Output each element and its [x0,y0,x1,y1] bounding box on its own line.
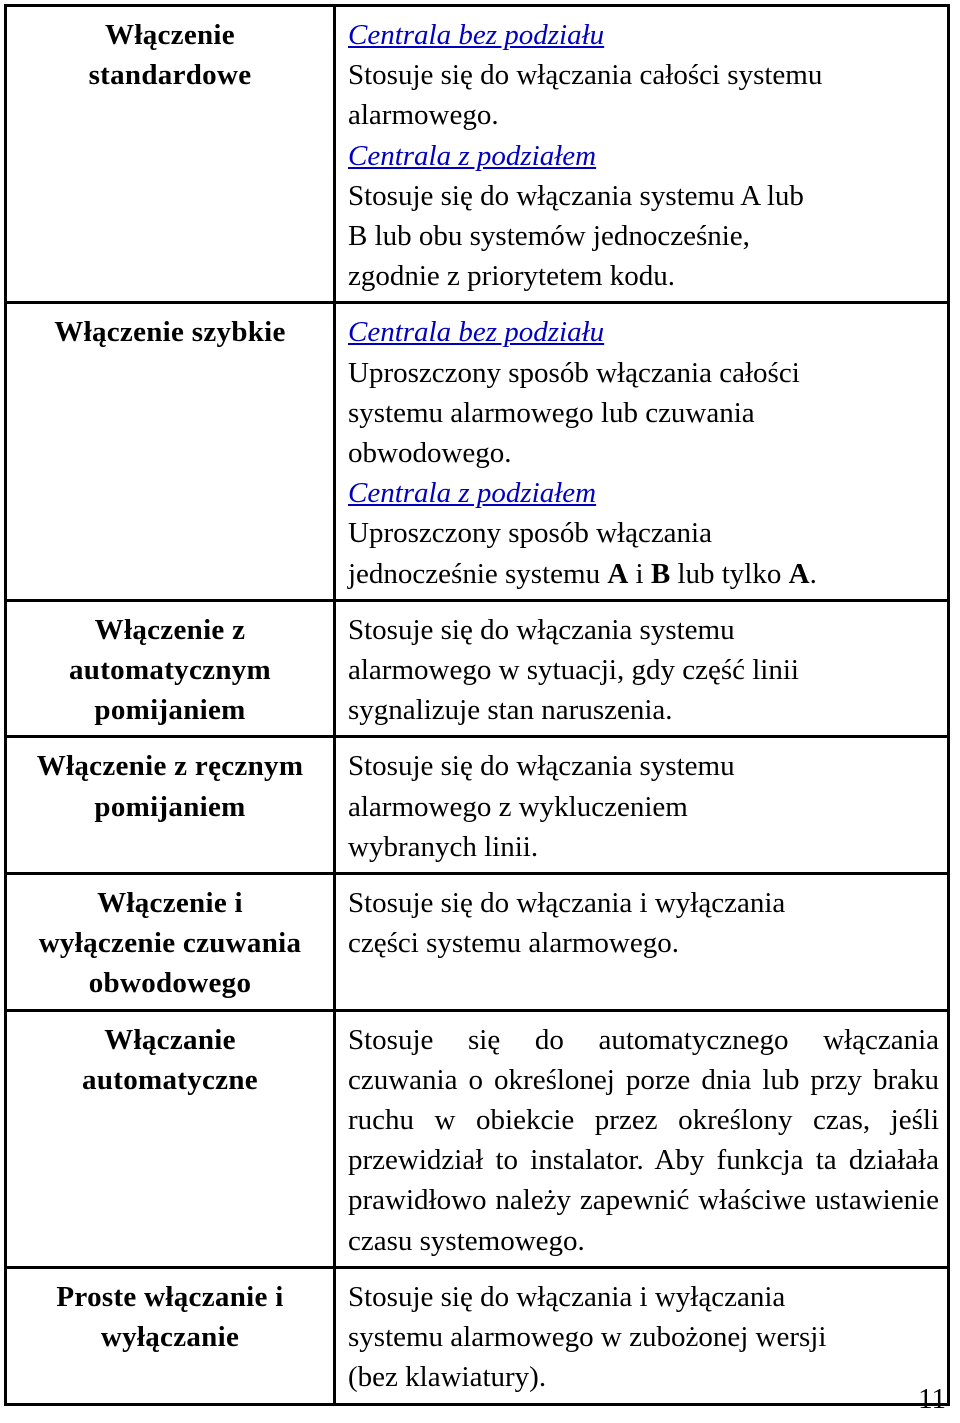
description-cell [335,6,949,303]
table-row [6,1010,949,1267]
table-row [6,1267,949,1404]
table-row [6,874,949,1011]
term-line: Włączenie [105,19,235,51]
table-row [6,6,949,303]
description-cell [335,1267,949,1404]
description-line: sygnalizuje stan naruszenia. [348,694,673,727]
description-line: zgodnie z priorytetem kodu. [348,260,675,293]
description-line: Stosuje się do włączania systemu [348,750,735,783]
description-line: alarmowego w sytuacji, gdy część linii [348,654,799,687]
feature-table-body [6,6,949,1405]
page-number: 11 [918,1383,946,1415]
description-line: Stosuje się do włączania i wyłączania [348,1280,786,1313]
term-line: automatyczne [82,1063,258,1096]
term-cell [6,1010,335,1267]
term-line: wyłączanie [100,1321,240,1354]
description-line: Stosuje się do włączania i wyłączania [348,887,786,920]
panel-type-heading: Centrala z podziałem [348,139,597,172]
description-line: jednocześnie systemu A i B lub tylko A. [348,557,817,590]
term-line: wyłączenie czuwania [38,927,302,960]
term-cell [6,600,335,737]
feature-table [4,4,950,1406]
panel-type-heading: Centrala bez podziału [348,316,605,349]
term-line: pomijaniem [94,694,246,727]
description-line: Stosuje się do włączania systemu [348,613,735,646]
term-line: Włączenie z [94,613,246,646]
table-row [6,303,949,600]
term-cell [6,6,335,303]
description-cell [335,303,949,600]
term-line: Włączenie i [97,887,243,920]
term-line: obwodowego [88,967,252,1000]
description-cell [335,1010,949,1267]
description-line: części systemu alarmowego. [348,927,679,960]
description-line: alarmowego. [348,99,499,132]
description-line: wybranych linii. [348,830,539,863]
term-cell [6,737,335,874]
panel-type-heading: Centrala z podziałem [348,477,597,510]
description-paragraph: Stosuje się do automatycznego włączania czuwania o określonej porze dnia lub przy braku ruchu w obiekcie przez określony czas, jeśli przewidział to instalator. Aby funkcja ta działała prawidłowo należy zapewnić właściwe ustawienie czasu systemowego. [348,1023,939,1257]
description-line: (bez klawiatury). [348,1361,547,1394]
description-line: systemu alarmowego w zubożonej wersji [348,1321,827,1354]
description-line: B lub obu systemów jednocześnie, [348,220,750,253]
table-row [6,600,949,737]
description-line: Stosuje się do włączania systemu A lub [348,179,804,212]
description-cell [335,737,949,874]
description-line: systemu alarmowego lub czuwania [348,396,755,429]
description-line: Uproszczony sposób włączania [348,517,712,550]
term-line: automatycznym [68,654,272,687]
term-line: Proste włączanie i [56,1280,284,1313]
panel-type-heading: Centrala bez podziału [348,19,605,51]
term-cell [6,874,335,1011]
description-line: Stosuje się do włączania całości systemu [348,59,823,92]
description-line: obwodowego. [348,437,512,470]
term-line: Włączenie szybkie [54,316,286,349]
description-line: alarmowego z wykluczeniem [348,790,688,823]
term-line: standardowe [88,59,252,92]
term-cell [6,1267,335,1404]
term-cell [6,303,335,600]
description-line: Uproszczony sposób włączania całości [348,356,800,389]
term-line: pomijaniem [94,790,246,823]
description-cell [335,600,949,737]
term-line: Włączanie [104,1023,236,1056]
table-row [6,737,949,874]
term-line: Włączenie z ręcznym [36,750,304,783]
description-cell [335,874,949,1011]
